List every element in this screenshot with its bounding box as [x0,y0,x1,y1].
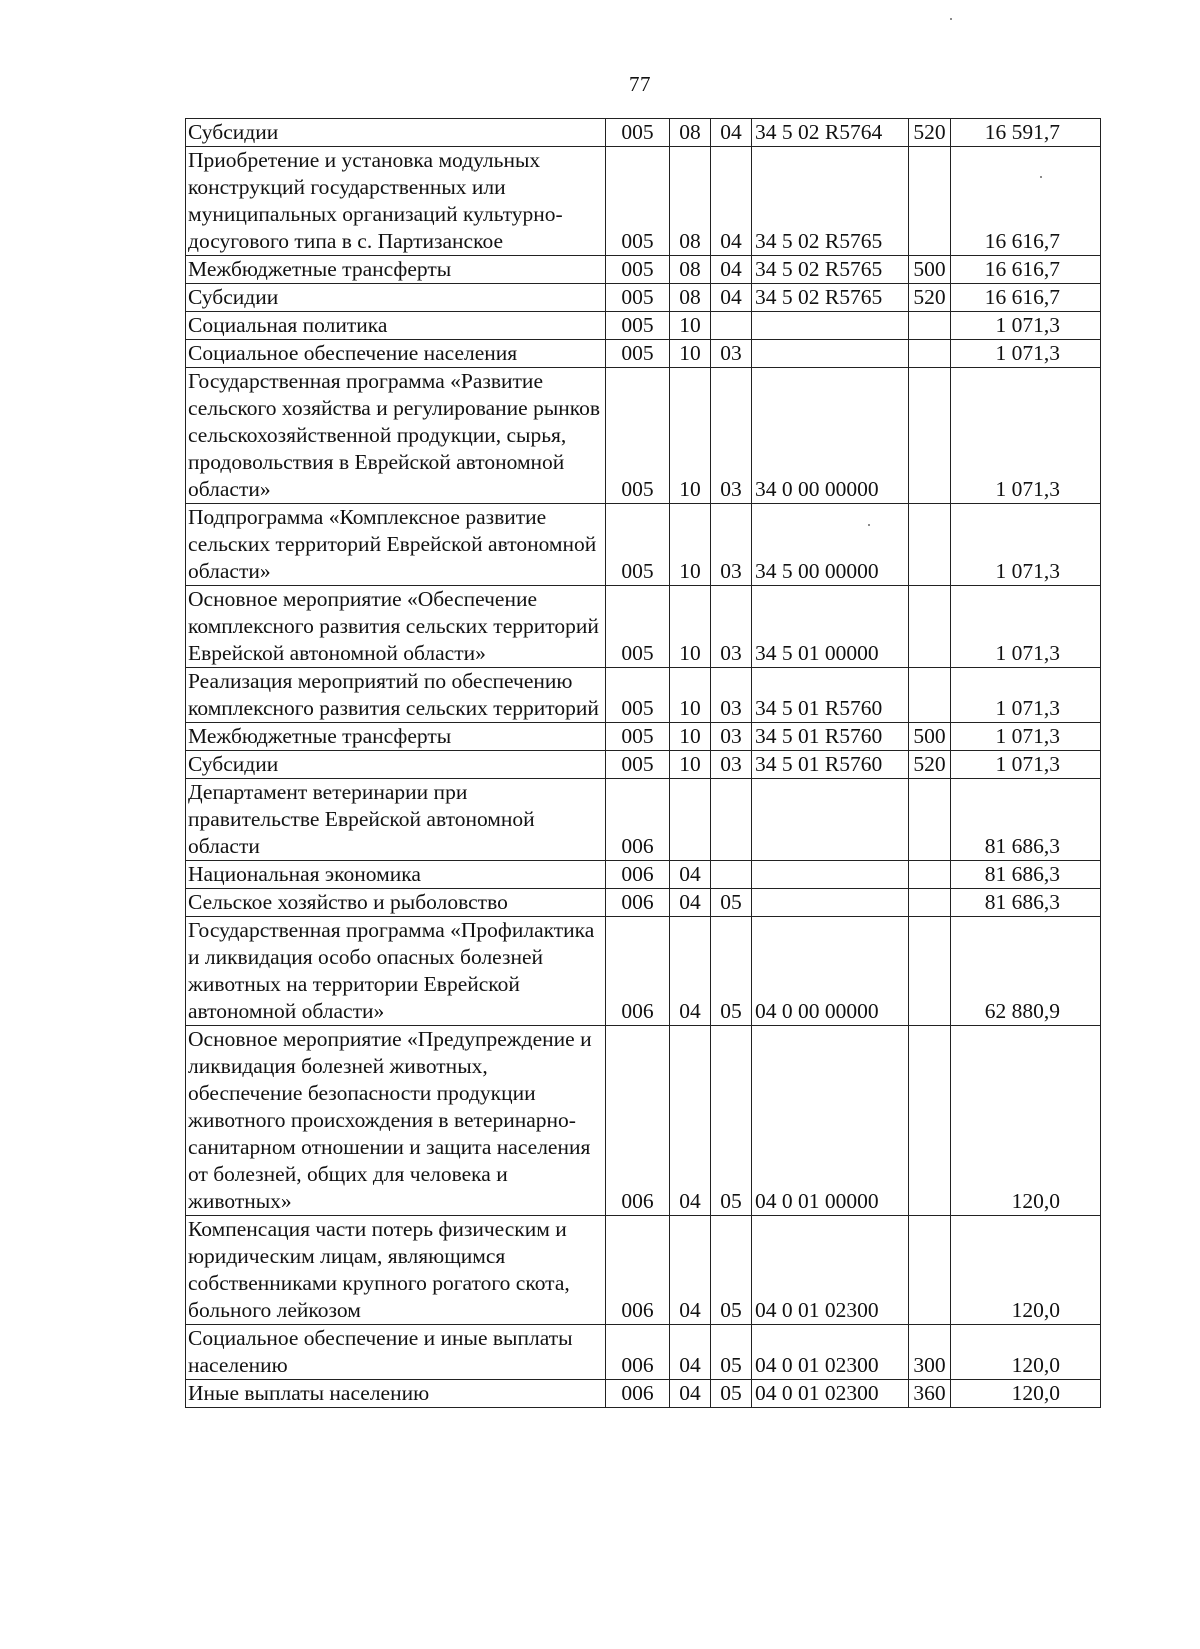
cell-amount: 16 616,7 [951,284,1101,312]
cell-admin-code: 005 [606,256,670,284]
row-name: Подпрограмма «Комплексное развитие сельских территорий Еврейской автономной области» [186,504,606,586]
cell-target-code: 04 0 00 00000 [752,917,909,1026]
table-row [186,119,1101,147]
cell-section: 10 [670,668,711,723]
cell-expense-type: 360 [909,1380,951,1408]
row-name: Социальное обеспечение и иные выплаты населению [186,1325,606,1380]
table-row [186,586,1101,668]
table-row [186,889,1101,917]
cell-target-code: 34 0 00 00000 [752,368,909,504]
cell-target-code: 34 5 02 R5765 [752,147,909,256]
cell-subsection: 04 [711,119,752,147]
cell-target-code: 34 5 01 R5760 [752,751,909,779]
cell-subsection [711,779,752,861]
cell-target-code [752,889,909,917]
cell-target-code: 34 5 02 R5765 [752,284,909,312]
cell-section: 10 [670,723,711,751]
cell-target-code [752,312,909,340]
cell-admin-code: 005 [606,668,670,723]
table-row [186,751,1101,779]
row-name: Субсидии [186,119,606,147]
table-row [186,504,1101,586]
table-row [186,284,1101,312]
row-name: Социальное обеспечение населения [186,340,606,368]
cell-amount: 81 686,3 [951,779,1101,861]
row-name: Реализация мероприятий по обеспечению комплексного развития сельских территорий [186,668,606,723]
cell-amount: 120,0 [951,1216,1101,1325]
row-name: Субсидии [186,751,606,779]
cell-amount: 16 591,7 [951,119,1101,147]
row-name: Основное мероприятие «Обеспечение комплексного развития сельских территорий Еврейской автономной области» [186,586,606,668]
scan-speck [868,524,870,526]
cell-expense-type [909,147,951,256]
cell-target-code: 34 5 01 R5760 [752,668,909,723]
cell-expense-type [909,504,951,586]
cell-amount: 81 686,3 [951,861,1101,889]
cell-expense-type [909,586,951,668]
cell-admin-code: 005 [606,147,670,256]
cell-expense-type: 520 [909,119,951,147]
cell-admin-code: 005 [606,368,670,504]
cell-section: 08 [670,284,711,312]
table-row [186,668,1101,723]
cell-admin-code: 006 [606,1325,670,1380]
cell-admin-code: 005 [606,312,670,340]
cell-admin-code: 006 [606,1216,670,1325]
table-row [186,1380,1101,1408]
table-row [186,312,1101,340]
cell-expense-type: 520 [909,284,951,312]
cell-expense-type: 500 [909,723,951,751]
cell-section: 04 [670,1026,711,1216]
cell-section: 04 [670,861,711,889]
cell-amount: 1 071,3 [951,312,1101,340]
cell-subsection: 05 [711,1380,752,1408]
table-row [186,917,1101,1026]
cell-amount: 1 071,3 [951,751,1101,779]
row-name: Иные выплаты населению [186,1380,606,1408]
cell-subsection: 03 [711,504,752,586]
row-name: Государственная программа «Развитие сельского хозяйства и регулирование рынков сельскохозяйственной продукции, сырья, продовольствия в Еврейской автономной области» [186,368,606,504]
cell-expense-type [909,779,951,861]
cell-amount: 1 071,3 [951,723,1101,751]
cell-expense-type [909,312,951,340]
cell-expense-type [909,668,951,723]
cell-amount: 62 880,9 [951,917,1101,1026]
cell-admin-code: 006 [606,779,670,861]
cell-section: 04 [670,1325,711,1380]
cell-subsection: 03 [711,340,752,368]
row-name: Основное мероприятие «Предупреждение и ликвидация болезней животных, обеспечение безопасности продукции животного происхождения в ветеринарно-санитарном отношении и защита населения от болезней, общих для человека и животных» [186,1026,606,1216]
cell-section: 08 [670,256,711,284]
cell-target-code [752,340,909,368]
cell-expense-type [909,889,951,917]
row-name: Приобретение и установка модульных конструкций государственных или муниципальных организаций культурно-досугового типа в с. Партизанское [186,147,606,256]
cell-section: 04 [670,1380,711,1408]
page-number: 77 [629,72,651,96]
cell-amount: 1 071,3 [951,504,1101,586]
table-body [186,119,1101,1408]
cell-expense-type: 500 [909,256,951,284]
cell-expense-type [909,368,951,504]
cell-target-code: 34 5 02 R5765 [752,256,909,284]
cell-subsection: 05 [711,1026,752,1216]
cell-section: 04 [670,889,711,917]
cell-subsection: 05 [711,889,752,917]
scan-speck [950,18,952,20]
cell-target-code: 34 5 02 R5764 [752,119,909,147]
cell-subsection: 05 [711,917,752,1026]
cell-admin-code: 005 [606,284,670,312]
cell-expense-type [909,1216,951,1325]
cell-section: 10 [670,340,711,368]
cell-amount: 81 686,3 [951,889,1101,917]
cell-expense-type [909,861,951,889]
cell-section: 04 [670,917,711,1026]
cell-section: 10 [670,368,711,504]
cell-subsection: 05 [711,1325,752,1380]
table-row [186,1026,1101,1216]
cell-section: 08 [670,147,711,256]
row-name: Государственная программа «Профилактика и ликвидация особо опасных болезней животных на территории Еврейской автономной области» [186,917,606,1026]
cell-admin-code: 005 [606,723,670,751]
cell-subsection: 03 [711,586,752,668]
cell-subsection: 03 [711,751,752,779]
cell-subsection: 04 [711,256,752,284]
cell-section: 10 [670,312,711,340]
cell-expense-type [909,1026,951,1216]
cell-target-code: 34 5 00 00000 [752,504,909,586]
cell-target-code: 34 5 01 R5760 [752,723,909,751]
cell-amount: 1 071,3 [951,668,1101,723]
scan-speck [1040,176,1042,178]
cell-subsection: 03 [711,723,752,751]
cell-amount: 120,0 [951,1380,1101,1408]
cell-amount: 16 616,7 [951,147,1101,256]
cell-admin-code: 005 [606,119,670,147]
cell-amount: 1 071,3 [951,368,1101,504]
cell-target-code [752,861,909,889]
row-name: Межбюджетные трансферты [186,256,606,284]
cell-expense-type: 300 [909,1325,951,1380]
cell-target-code: 34 5 01 00000 [752,586,909,668]
cell-admin-code: 006 [606,861,670,889]
row-name: Субсидии [186,284,606,312]
row-name: Межбюджетные трансферты [186,723,606,751]
cell-section: 10 [670,504,711,586]
table-row [186,861,1101,889]
cell-amount: 16 616,7 [951,256,1101,284]
table-row [186,147,1101,256]
cell-admin-code: 005 [606,340,670,368]
table-row [186,723,1101,751]
cell-target-code: 04 0 01 02300 [752,1216,909,1325]
cell-admin-code: 005 [606,504,670,586]
cell-target-code [752,779,909,861]
cell-subsection: 03 [711,368,752,504]
table-row [186,1325,1101,1380]
cell-amount: 120,0 [951,1026,1101,1216]
cell-section [670,779,711,861]
cell-section: 08 [670,119,711,147]
row-name: Национальная экономика [186,861,606,889]
table-row [186,368,1101,504]
table-row [186,1216,1101,1325]
cell-admin-code: 006 [606,889,670,917]
cell-admin-code: 006 [606,917,670,1026]
cell-amount: 1 071,3 [951,586,1101,668]
cell-subsection: 03 [711,668,752,723]
row-name: Социальная политика [186,312,606,340]
row-name: Компенсация части потерь физическим и юридическим лицам, являющимся собственниками крупного рогатого скота, больного лейкозом [186,1216,606,1325]
cell-section: 10 [670,751,711,779]
cell-amount: 120,0 [951,1325,1101,1380]
cell-subsection: 04 [711,284,752,312]
cell-subsection: 05 [711,1216,752,1325]
cell-section: 04 [670,1216,711,1325]
cell-admin-code: 006 [606,1026,670,1216]
cell-admin-code: 005 [606,751,670,779]
cell-subsection [711,861,752,889]
cell-expense-type: 520 [909,751,951,779]
cell-subsection [711,312,752,340]
table-row [186,340,1101,368]
cell-admin-code: 005 [606,586,670,668]
cell-admin-code: 006 [606,1380,670,1408]
cell-target-code: 04 0 01 00000 [752,1026,909,1216]
cell-expense-type [909,340,951,368]
cell-target-code: 04 0 01 02300 [752,1325,909,1380]
cell-section: 10 [670,586,711,668]
cell-target-code: 04 0 01 02300 [752,1380,909,1408]
row-name: Сельское хозяйство и рыболовство [186,889,606,917]
budget-table [185,118,1101,1408]
table-row [186,256,1101,284]
table-row [186,779,1101,861]
cell-amount: 1 071,3 [951,340,1101,368]
cell-expense-type [909,917,951,1026]
row-name: Департамент ветеринарии при правительстве Еврейской автономной области [186,779,606,861]
cell-subsection: 04 [711,147,752,256]
